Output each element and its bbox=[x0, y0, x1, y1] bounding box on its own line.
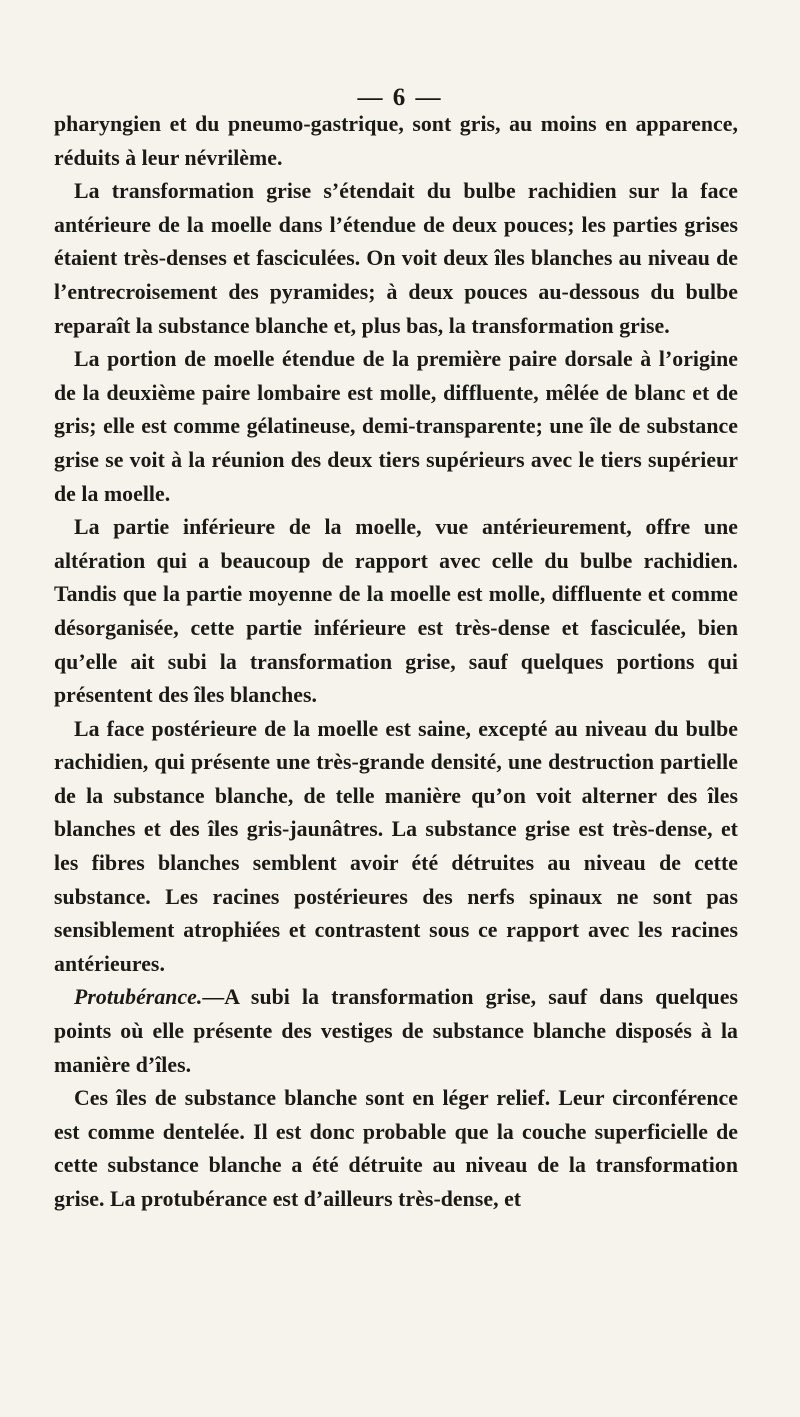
page-number: — 6 — bbox=[357, 84, 443, 111]
paragraph-lower-marrow: La partie inférieure de la moelle, vue antérieurement, offre une altération qui a beaucoup de rapport avec celle du bulbe rachidien. Tandis que la partie moyenne de la moelle est molle, diffluente et comme désorganisée, cette partie inférieure est très-dense et fasciculée, bien qu’elle ait subi la transformation grise, sauf quelques portions qui présentent des îles blanches. bbox=[54, 515, 738, 708]
paragraph-posterior-face: La face postérieure de la moelle est saine, excepté au niveau du bulbe rachidien, qui présente une très-grande densité, une destruction partielle de la substance blanche, de telle manière qu’on voit alterner des îles blanches et des îles gris-jaunâtres. La substance grise est très-dense, et les fibres blanches semblent avoir été détruites au niveau de cette substance. Les racines postérieures des nerfs spinaux ne sont pas sensiblement atrophiées et contrastent sous ce rapport avec les racines antérieures. bbox=[54, 716, 738, 976]
paragraph-protuberance bbox=[54, 981, 738, 1082]
paragraph-bulb-transformation: La transformation grise s’étendait du bulbe rachidien sur la face antérieure de la moelle dans l’étendue de deux pouces; les parties grises étaient très-denses et fasciculées. On voit deux îles blanches au niveau de l’entrecroisement des pyramides; à deux pouces au-dessous du bulbe reparaît la substance blanche et, plus bas, la transformation grise. bbox=[54, 179, 738, 338]
body-text bbox=[54, 108, 738, 1217]
paragraph-dorsal-lumbar-portion: La portion de moelle étendue de la première paire dorsale à l’origine de la deuxième paire lombaire est molle, diffluente, mêlée de blanc et de gris; elle est comme gélatineuse, demi-transparente; une île de substance grise se voit à la réunion des deux tiers supérieurs avec le tiers supérieur de la moelle. bbox=[54, 347, 738, 506]
paragraph-white-islands: Ces îles de substance blanche sont en léger relief. Leur circonférence est comme dentelée. Il est donc probable que la couche superficielle de cette substance blanche a été détruite au niveau de la transformation grise. La protubérance est d’ailleurs très-dense, et bbox=[54, 1086, 738, 1211]
protuberance-text: —A subi la transformation grise, sauf dans quelques points où elle présente des vestiges de substance blanche disposés à la manière d’îles. bbox=[54, 985, 738, 1077]
protuberance-heading: Protubérance. bbox=[74, 985, 203, 1010]
paragraph-continuation: pharyngien et du pneumo-gastrique, sont gris, au moins en apparence, réduits à leur névrilème. bbox=[54, 112, 738, 170]
